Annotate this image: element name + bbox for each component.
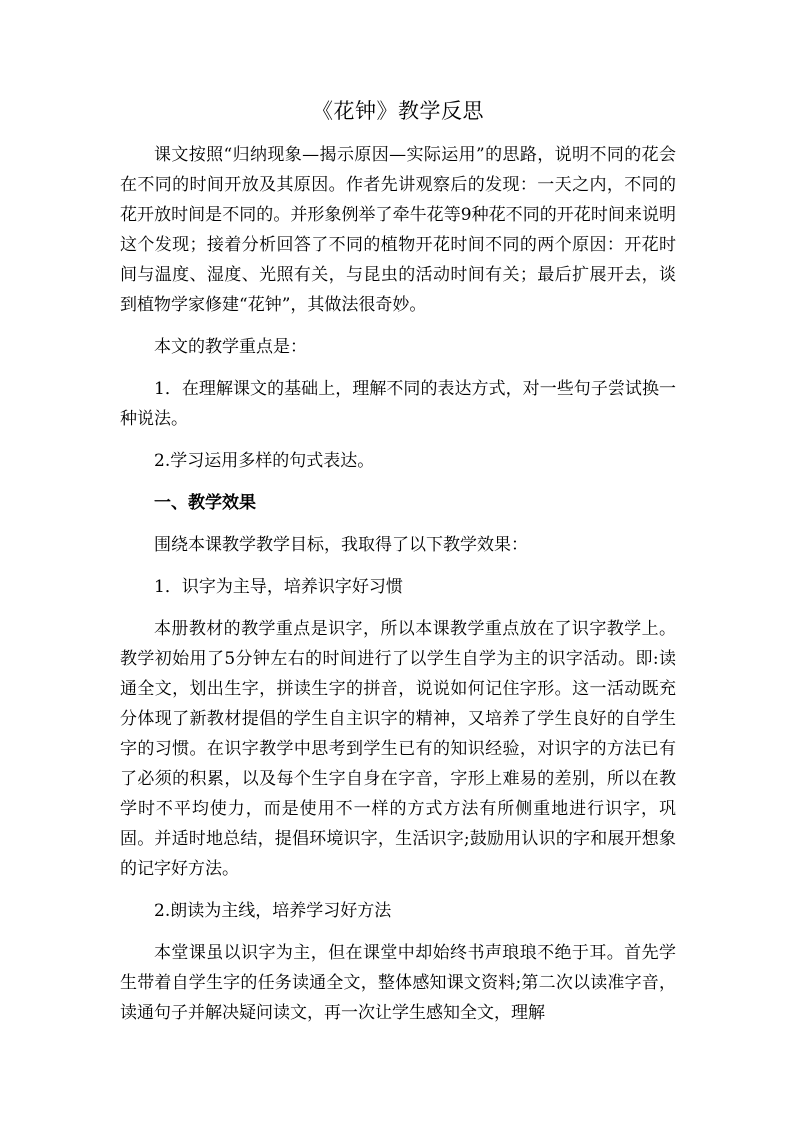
teaching-focus-item-1: 1．在理解课文的基础上，理解不同的表达方式，对一些句子尝试换一种说法。 <box>120 379 676 429</box>
subheading-reading: 2.朗读为主线，培养学习好方法 <box>154 901 392 921</box>
teaching-focus-item-2: 2.学习运用多样的句式表达。 <box>154 451 375 471</box>
teaching-effect-intro: 围绕本课教学教学目标，我取得了以下教学效果： <box>154 535 528 555</box>
intro-paragraph: 课文按照“归纳现象—揭示原因—实际运用”的思路，说明不同的花会在不同的时间开放及其原因。作者先讲观察后的发现：一天之内，不同的花开放时间是不同的。并形象例举了牵牛花等9种花不同的开花时间来说明这个发现；接着分析回答了不同的植物开花时间不同的两个原因：开花时间与温度、湿度、光照有关，与昆虫的活动时间有关；最后扩展开去，谈到植物学家修建“花钟”，其做法很奇妙。 <box>120 145 676 315</box>
literacy-paragraph: 本册教材的教学重点是识字，所以本课教学重点放在了识字教学上。教学初始用了5分钟左右的时间进行了以学生自学为主的识字活动。即:读通全文，划出生字，拼读生字的拼音，说说如何记住字形。这一活动既充分体现了新教材提倡的学生自主识字的精神，又培养了学生良好的自学生字的习惯。在识字教学中思考到学生已有的知识经验，对识字的方法已有了必须的积累，以及每个生字自身在字音，字形上难易的差别，所以在教学时不平均使力，而是使用不一样的方式方法有所侧重地进行识字，巩固。并适时地总结，提倡环境识字，生活识字;鼓励用认识的字和展开想象的记字好方法。 <box>120 619 676 879</box>
subheading-literacy: 1．识字为主导，培养识字好习惯 <box>154 577 403 597</box>
section-heading-teaching-effect: 一、教学效果 <box>154 493 256 513</box>
document-title: 《花钟》教学反思 <box>312 99 484 123</box>
reading-paragraph: 本堂课虽以识字为主，但在课堂中却始终书声琅琅不绝于耳。首先学生带着自学生字的任务读通全文，整体感知课文资料;第二次以读准字音，读通句子并解决疑问读文，再一次让学生感知全文，理解 <box>120 943 676 1023</box>
document-body <box>120 96 676 1028</box>
teaching-focus-label: 本文的教学重点是： <box>154 337 307 357</box>
